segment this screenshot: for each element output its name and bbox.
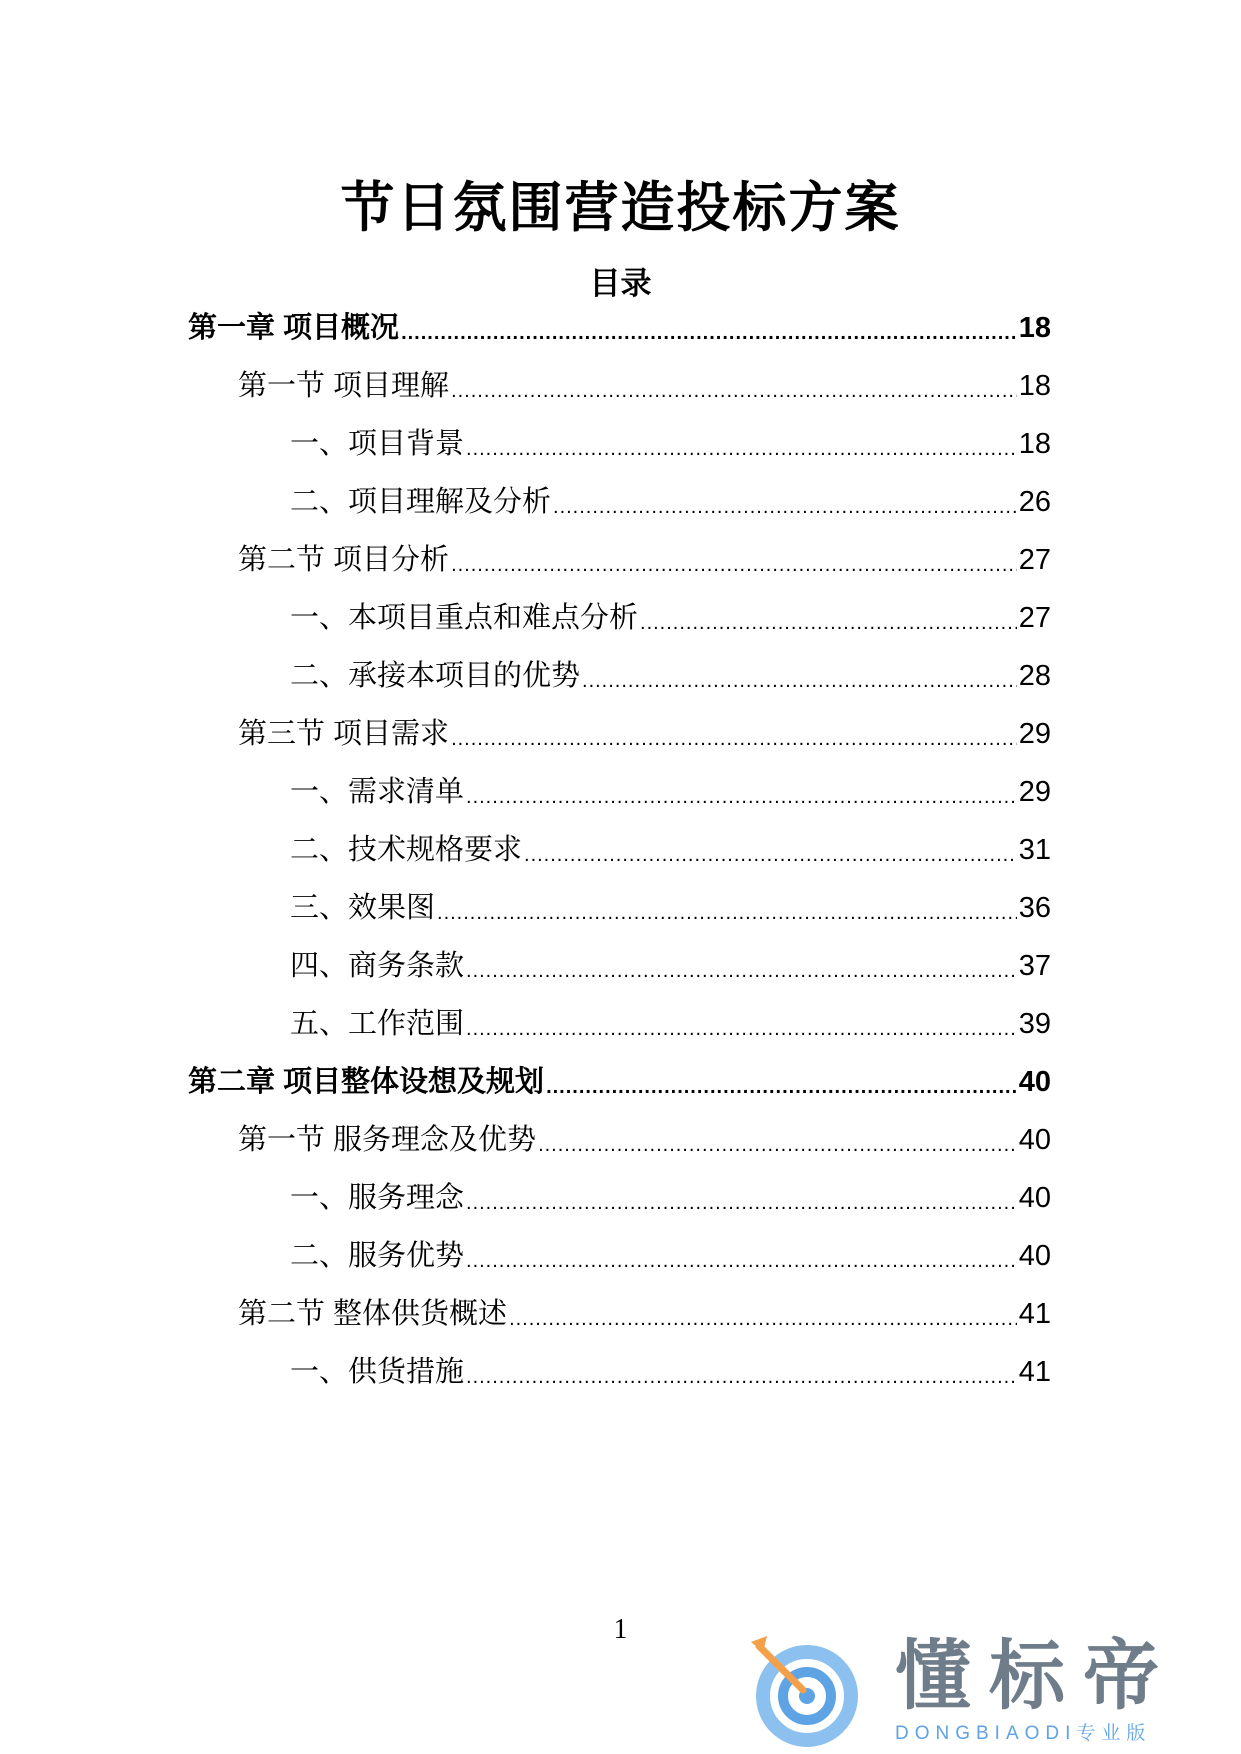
watermark-brand-name: 懂标帝: [895, 1634, 1177, 1719]
toc-entry[interactable]: [290, 1352, 1051, 1392]
toc-entry-label: 第二章 项目整体设想及规划: [188, 1066, 545, 1098]
toc-entry-label: 一、服务理念: [290, 1182, 465, 1214]
toc-entry[interactable]: [290, 1178, 1051, 1218]
toc-entry-label: 一、需求清单: [290, 776, 465, 808]
toc-leader-dots: [466, 1188, 1017, 1218]
toc-entry[interactable]: [290, 482, 1051, 522]
toc-entry[interactable]: [290, 424, 1051, 464]
toc-entry[interactable]: [290, 656, 1051, 696]
target-arrow-logo-icon: [745, 1632, 863, 1750]
toc-entry-page: 18: [1018, 370, 1051, 402]
toc-leader-dots: [538, 1130, 1017, 1160]
toc-leader-dots: [466, 434, 1017, 464]
toc-entry[interactable]: [290, 830, 1051, 870]
toc-entry-page: 40: [1018, 1124, 1051, 1156]
toc-entry-label: 五、工作范围: [290, 1008, 465, 1040]
toc-entry[interactable]: [290, 598, 1051, 638]
toc-entry-page: 36: [1018, 892, 1051, 924]
toc-leader-dots: [437, 898, 1017, 928]
toc-entry-label: 第一节 项目理解: [238, 370, 450, 402]
toc-entry-page: 41: [1018, 1298, 1051, 1330]
toc-entry-label: 第三节 项目需求: [238, 718, 450, 750]
toc-heading: 目录: [589, 266, 652, 301]
toc-entry-label: 二、技术规格要求: [290, 834, 523, 866]
toc-entry-page: 40: [1018, 1182, 1051, 1214]
toc-leader-dots: [466, 782, 1017, 812]
toc-entry-page: 18: [1018, 312, 1051, 344]
toc-leader-dots: [466, 1246, 1017, 1276]
toc-entry-page: 40: [1018, 1066, 1051, 1098]
toc-entry-page: 39: [1018, 1008, 1051, 1040]
toc-entry[interactable]: [238, 1294, 1051, 1334]
toc-entry[interactable]: [290, 1236, 1051, 1276]
toc-entry-label: 第一节 服务理念及优势: [238, 1124, 537, 1156]
toc-entry-label: 二、服务优势: [290, 1240, 465, 1272]
toc-entry-page: 18: [1018, 428, 1051, 460]
toc-leader-dots: [582, 666, 1017, 696]
toc-entry-label: 第一章 项目概况: [188, 312, 400, 344]
toc-entry-page: 26: [1018, 486, 1051, 518]
toc-entry[interactable]: [238, 1120, 1051, 1160]
toc-entry[interactable]: [188, 308, 1051, 348]
toc-entry-page: 40: [1018, 1240, 1051, 1272]
toc-entry-page: 28: [1018, 660, 1051, 692]
toc-entry-label: 一、本项目重点和难点分析: [290, 602, 639, 634]
toc-entry-label: 三、效果图: [290, 892, 436, 924]
toc-entry-label: 第二节 项目分析: [238, 544, 450, 576]
toc-leader-dots: [640, 608, 1017, 638]
toc-entry-page: 29: [1018, 718, 1051, 750]
toc-entry-label: 四、商务条款: [290, 950, 465, 982]
toc-leader-dots: [451, 376, 1017, 406]
toc-entry[interactable]: [238, 366, 1051, 406]
toc-leader-dots: [553, 492, 1017, 522]
toc-leader-dots: [509, 1304, 1017, 1334]
toc-entry[interactable]: [188, 1062, 1051, 1102]
toc-leader-dots: [546, 1072, 1017, 1102]
toc-entry[interactable]: [290, 772, 1051, 812]
toc-leader-dots: [466, 956, 1017, 986]
page-number: 1: [613, 1614, 628, 1645]
toc-entry[interactable]: [290, 946, 1051, 986]
toc-entry-label: 二、项目理解及分析: [290, 486, 552, 518]
toc-entry[interactable]: [290, 888, 1051, 928]
toc-entry-page: 27: [1018, 602, 1051, 634]
toc-entry[interactable]: [290, 1004, 1051, 1044]
toc-entry-page: 41: [1018, 1356, 1051, 1388]
toc-entry-page: 29: [1018, 776, 1051, 808]
toc-entry[interactable]: [238, 540, 1051, 580]
toc-entry-label: 第二节 整体供货概述: [238, 1298, 508, 1330]
toc-entry-label: 一、项目背景: [290, 428, 465, 460]
toc-entry-page: 27: [1018, 544, 1051, 576]
toc-entry[interactable]: [238, 714, 1051, 754]
toc-leader-dots: [451, 550, 1017, 580]
toc-leader-dots: [401, 318, 1017, 348]
watermark-brand-subtitle: DONGBIAODI专业版: [895, 1723, 1152, 1744]
document-title: 节日氛围营造投标方案: [340, 178, 901, 238]
toc-entry-label: 一、供货措施: [290, 1356, 465, 1388]
toc-leader-dots: [466, 1362, 1017, 1392]
toc-entry-page: 37: [1018, 950, 1051, 982]
toc-leader-dots: [466, 1014, 1017, 1044]
toc-leader-dots: [524, 840, 1017, 870]
watermark: [745, 1632, 1225, 1750]
toc-entry-page: 31: [1018, 834, 1051, 866]
toc-leader-dots: [451, 724, 1017, 754]
toc-entry-label: 二、承接本项目的优势: [290, 660, 581, 692]
